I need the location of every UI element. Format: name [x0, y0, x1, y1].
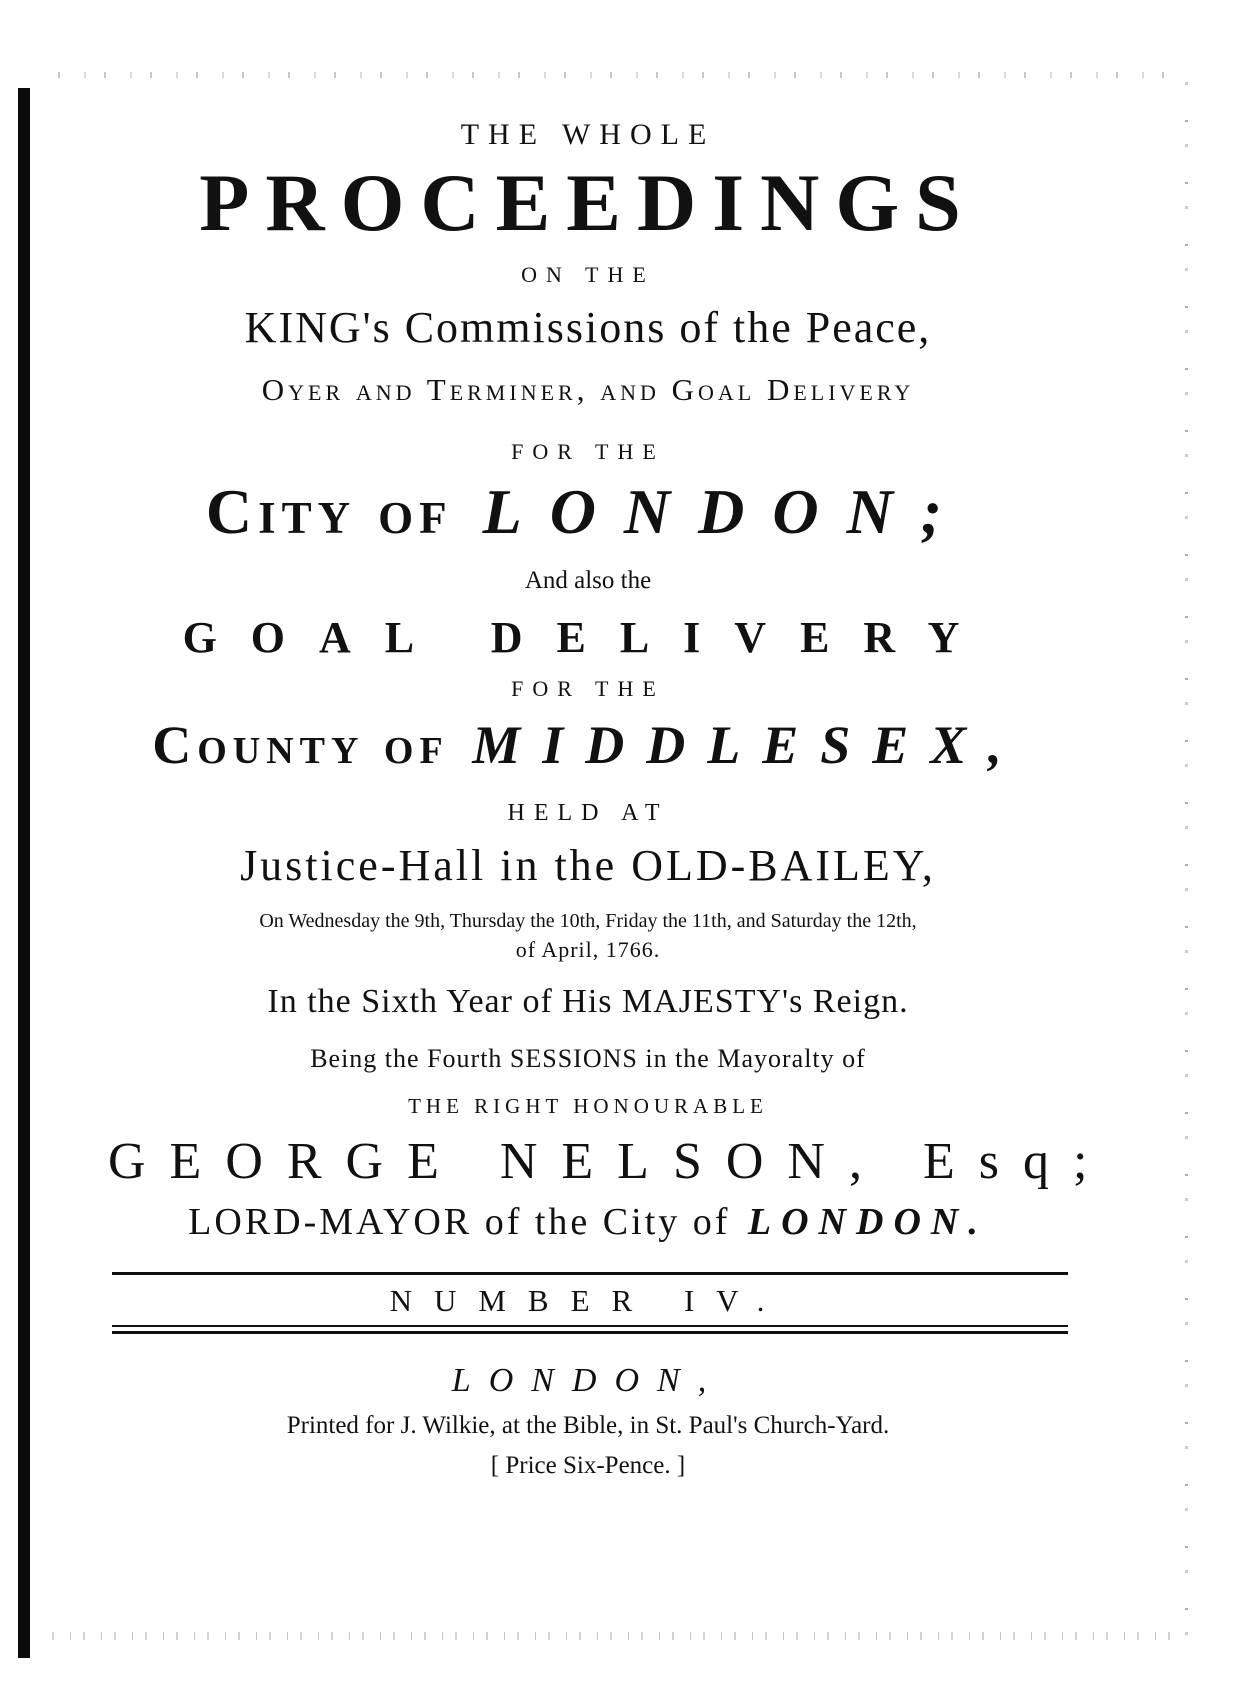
text-middlesex: MIDDLESEX, [472, 715, 1024, 775]
text-lord-mayor-of-city: LORD-MAYOR of the City of [188, 1201, 731, 1243]
rule-bottom-1 [112, 1325, 1068, 1327]
text-dates: On Wednesday the 9th, Thursday the 10th, Friday the 11th, and Saturday the 12th, [259, 910, 917, 932]
text-george-nelson: GEORGE NELSON, Esq; [108, 1133, 1112, 1190]
text-april-1766: of April, 1766. [515, 937, 661, 962]
page-speckle-top [40, 72, 1166, 78]
text-justice-hall: Justice-Hall in the OLD-BAILEY, [240, 841, 936, 890]
page-speckle-bottom [40, 1632, 1176, 1640]
text-oyer-terminer: Oyer and Terminer, and Goal Delivery [261, 372, 915, 407]
text-on-the: ON THE [521, 262, 655, 287]
text-london-2: LONDON. [747, 1201, 988, 1243]
text-goal-delivery: GOAL DELIVERY [182, 613, 994, 662]
rule-top [112, 1272, 1068, 1275]
text-price: [ Price Six-Pence. ] [490, 1452, 686, 1479]
text-right-honourable: THE RIGHT HONOURABLE [408, 1094, 768, 1118]
text-lord-mayor [108, 1200, 1068, 1244]
text-imprint-london: LONDON, [451, 1362, 725, 1399]
text-held-at: HELD AT [507, 800, 669, 826]
heading-the-whole: THE WHOLE [460, 118, 716, 151]
text-kings-commissions: KING's Commissions of the Peace, [244, 303, 932, 352]
page-edge-right [1185, 60, 1188, 1660]
rule-bottom-2 [112, 1331, 1068, 1334]
text-printer: Printed for J. Wilkie, at the Bible, in St. Paul's Church-Yard. [286, 1412, 890, 1439]
text-county-of: County of [152, 715, 449, 775]
text-city-of-london [108, 476, 1068, 547]
text-and-also-the: And also the [524, 567, 652, 594]
text-for-the-2: FOR THE [511, 676, 665, 701]
text-city-of: City of [205, 476, 453, 547]
text-number-iv: NUMBER IV. [389, 1283, 787, 1318]
text-london-1: LONDON; [482, 476, 971, 547]
heading-proceedings: PROCEEDINGS [199, 157, 977, 248]
page-spine-shadow [18, 88, 30, 1658]
text-sixth-year: In the Sixth Year of His MAJESTY's Reign. [267, 983, 909, 1020]
text-for-the-1: FOR THE [511, 439, 665, 464]
text-fourth-sessions: Being the Fourth SESSIONS in the Mayoralty of [310, 1044, 866, 1073]
text-county-of-middlesex [108, 715, 1068, 775]
